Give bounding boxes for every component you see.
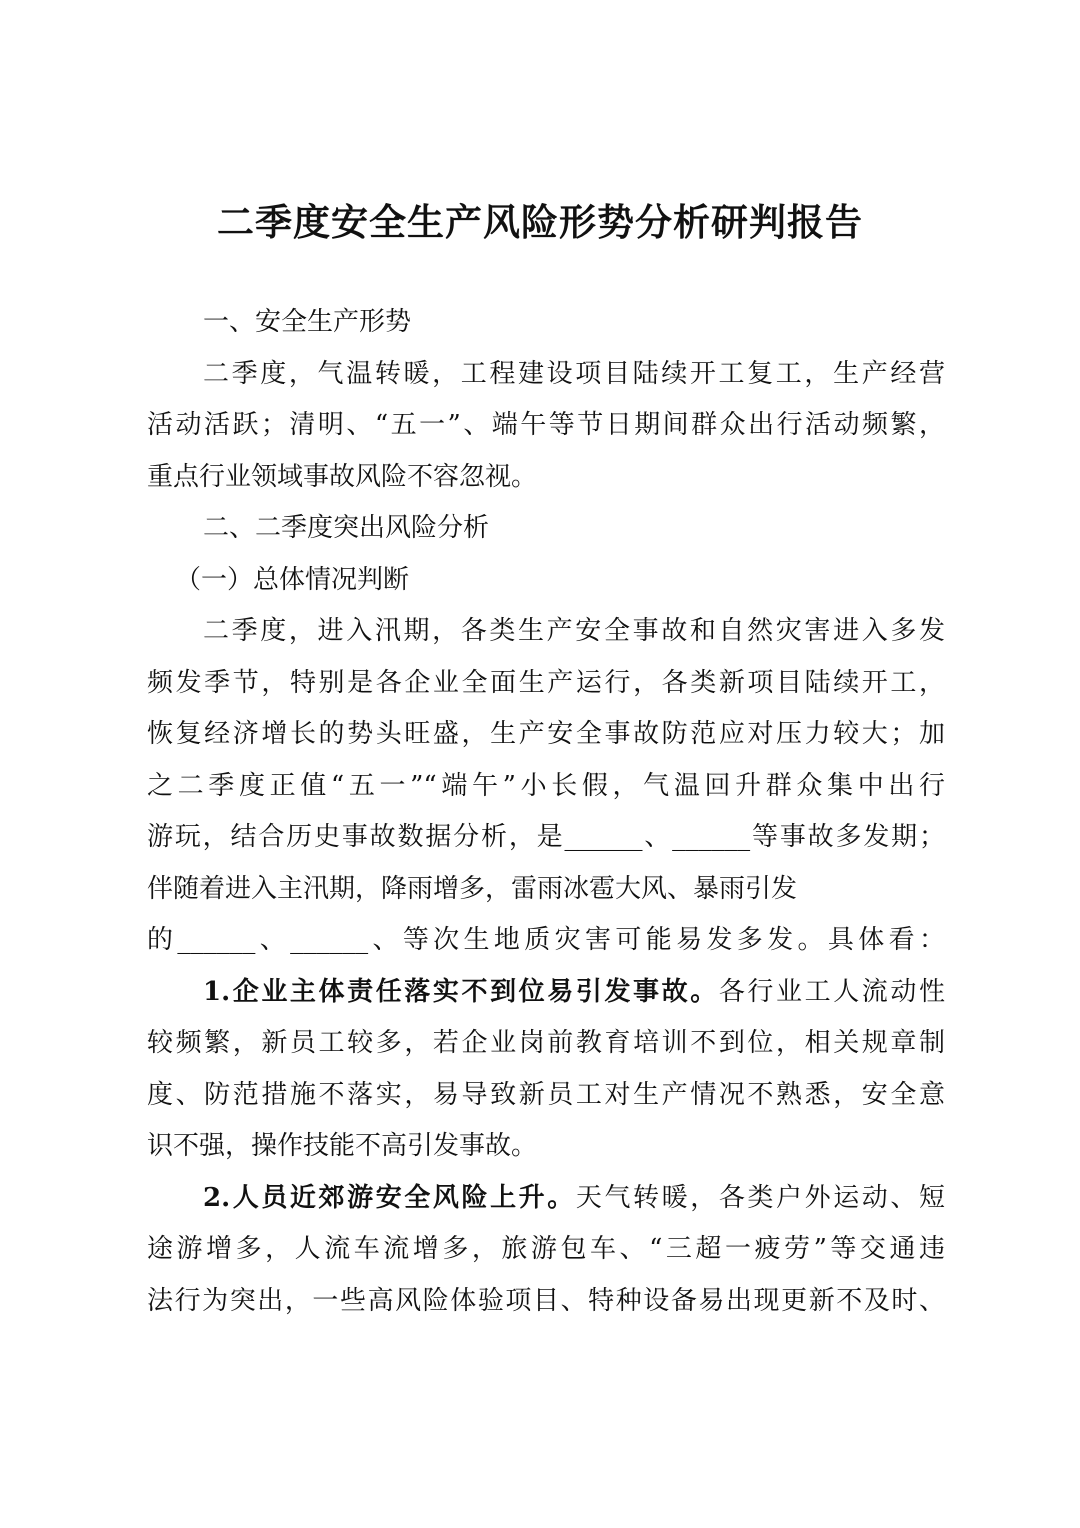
paragraph-line: 较频繁，新员工较多，若企业岗前教育培训不到位，相关规章制 [147, 1028, 945, 1058]
section-heading: 二、二季度突出风险分析 [203, 513, 490, 543]
paragraph-line: 之二季度正值“五一”“端午”小长假，气温回升群众集中出行 [147, 770, 945, 801]
point-text: 各行业工人流动性 [718, 976, 945, 1007]
paragraph-line: 重点行业领域事故风险不容忽视。 [147, 461, 538, 492]
paragraph-line [147, 1173, 945, 1225]
paragraph-line: 途游增多，人流车流增多，旅游包车、“三超一疲劳”等交通违 [147, 1234, 945, 1264]
paragraph-line: 频发季节，特别是各企业全面生产运行，各类新项目陆续开工， [147, 667, 945, 698]
paragraph-line: 恢复经济增长的势头旺盛，生产安全事故防范应对压力较大；加 [147, 719, 945, 749]
paragraph-line: 伴随着进入主汛期，降雨增多，雷雨冰雹大风、暴雨引发 [147, 873, 798, 904]
subsection-heading: （一）总体情况判断 [175, 564, 410, 595]
document-title: 二季度安全生产风险形势分析研判报告 [217, 200, 863, 244]
paragraph-line: 二季度，进入汛期，各类生产安全事故和自然灾害进入多发 [203, 616, 945, 646]
section-heading: 一、安全生产形势 [203, 307, 412, 337]
paragraph-line: 度、防范措施不落实，易导致新员工对生产情况不熟悉，安全意 [147, 1079, 945, 1110]
paragraph-line: 法行为突出，一些高风险体验项目、特种设备易出现更新不及时、 [147, 1285, 945, 1316]
point-text: 天气转暖，各类户外运动、短 [575, 1182, 945, 1213]
paragraph-line: 的______、______、等次生地质灾害可能易发多发。具体看： [147, 925, 945, 955]
point-heading: 1.企业主体责任落实不到位易引发事故。 [203, 976, 719, 1007]
paragraph-line: 活动活跃；清明、“五一”、端午等节日期间群众出行活动频繁， [147, 410, 945, 440]
paragraph-line: 识不强，操作技能不高引发事故。 [147, 1131, 538, 1161]
document-body [147, 297, 945, 1327]
paragraph-line: 二季度，气温转暖，工程建设项目陆续开工复工，生产经营 [203, 358, 945, 389]
paragraph-line [147, 967, 945, 1019]
point-heading: 2.人员近郊游安全风险上升。 [203, 1182, 576, 1213]
paragraph-line: 游玩，结合历史事故数据分析，是______、______等事故多发期； [147, 822, 945, 852]
